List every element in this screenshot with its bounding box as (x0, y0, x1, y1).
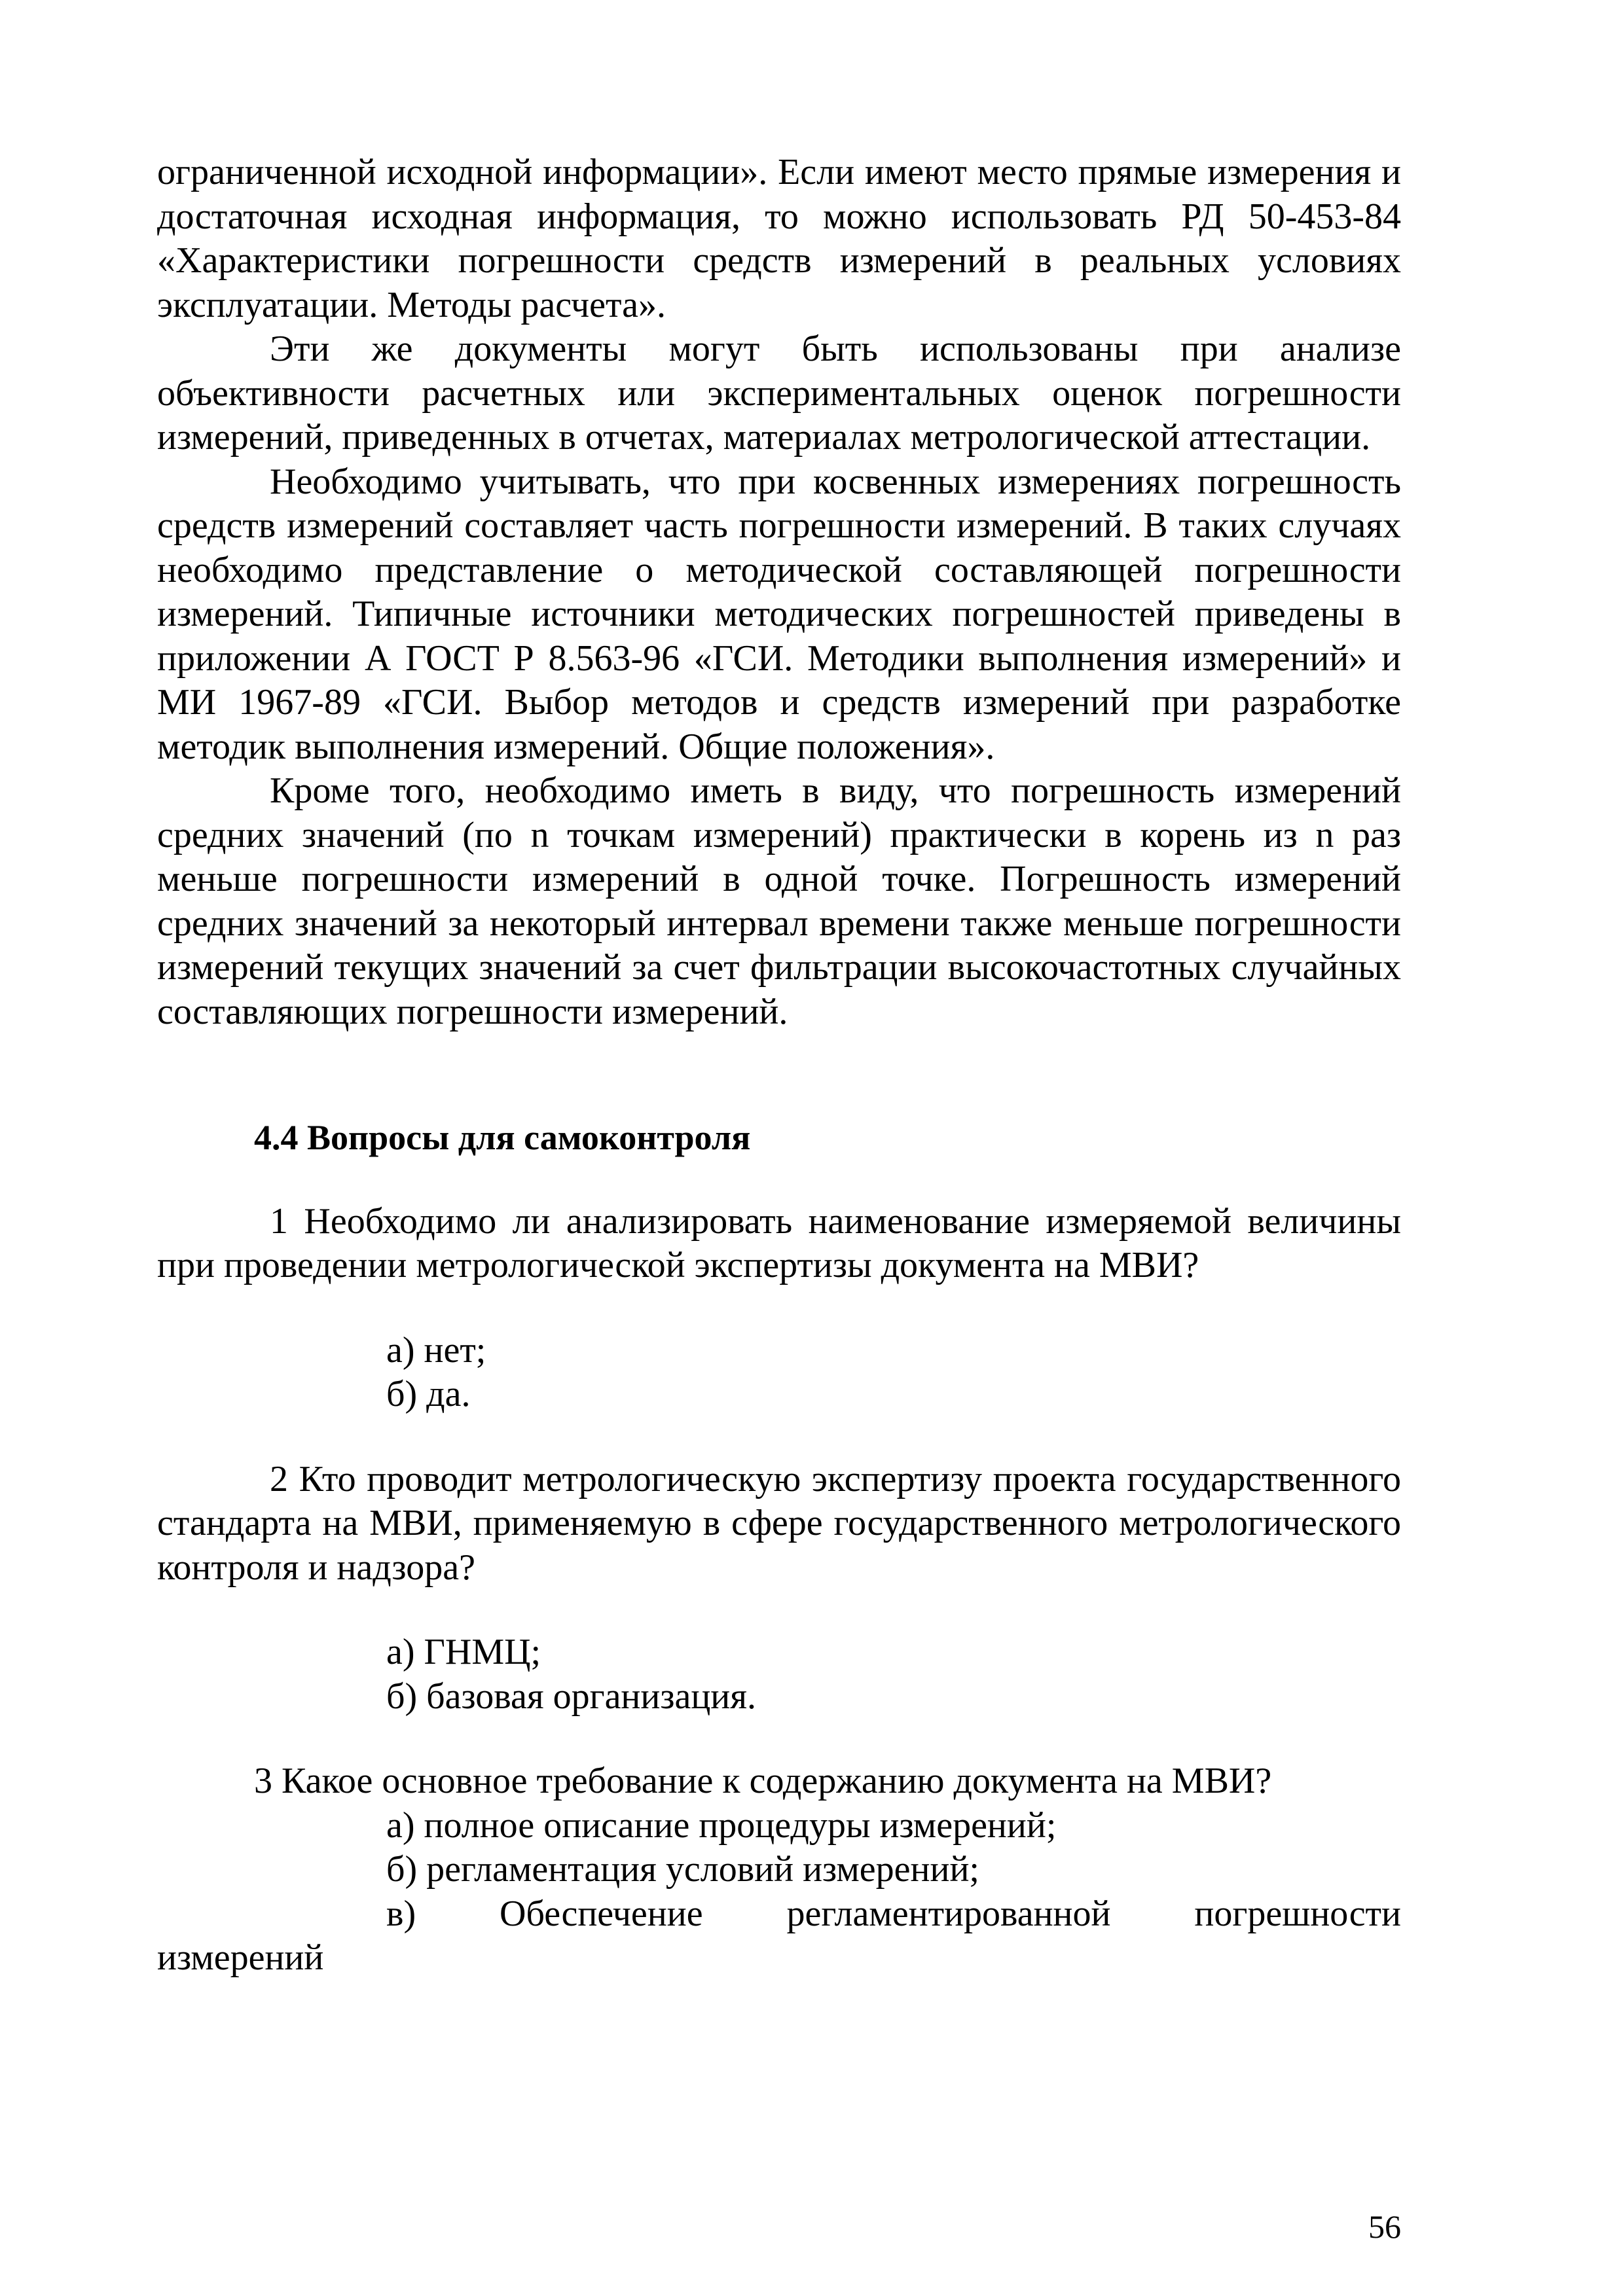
question-2: 2 Кто проводит метрологическую экспертизу проекта государственного стандарта на МВИ, применяемую в сфере государственного метрологического контроля и надзора? (157, 1458, 1401, 1588)
spacer (157, 1417, 1401, 1458)
spacer (157, 1034, 1401, 1116)
question-1: 1 Необходимо ли анализировать наименование измеряемой величины при проведении метрологической экспертизы документа на МВИ? (157, 1200, 1401, 1285)
page-number: 56 (1368, 2208, 1401, 2245)
paragraph-4: Кроме того, необходимо иметь в виду, что погрешность измерений средних значений (по n точкам измерений) практически в корень из n раз меньше погрешности измерений в одной точке. Погрешность измерений средних значений за некоторый интервал времени также меньше погрешности измерений текущих значений за счет фильтрации высокочастотных случайных составляющих погрешности измерений. (157, 770, 1401, 1032)
page-body (157, 151, 1401, 1981)
section-heading: 4.4 Вопросы для самоконтроля (254, 1118, 751, 1157)
spacer (157, 1590, 1401, 1630)
question-2-answers (157, 1630, 1401, 1719)
answer-option-c: в) Обеспечение регламентированной погрешности (386, 1893, 1401, 1934)
answer-option-c-continuation: измерений (157, 1937, 324, 1978)
answer-option: а) ГНМЦ; (386, 1632, 541, 1672)
answer-option: б) да. (386, 1374, 471, 1414)
answer-option: б) регламентация условий измерений; (386, 1849, 979, 1890)
paragraph-2: Эти же документы могут быть использованы при анализе объективности расчетных или экспериментальных оценок погрешности измерений, приведенных в отчетах, материалах метрологической аттестации. (157, 329, 1401, 457)
question-1-answers (157, 1329, 1401, 1417)
paragraph-1: ограниченной исходной информации». Если имеют место прямые измерения и достаточная исходная информация, то можно использовать РД 50-453-84 «Характеристики погрешности средств измерений в реальных условиях эксплуатации. Методы расчета». (157, 152, 1401, 325)
spacer (157, 1288, 1401, 1329)
spacer (157, 1719, 1401, 1759)
question-3-answers (157, 1804, 1401, 1892)
spacer (157, 1160, 1401, 1200)
question-3: 3 Какое основное требование к содержанию документа на МВИ? (254, 1761, 1272, 1801)
answer-option: а) полное описание процедуры измерений; (386, 1804, 1057, 1846)
answer-option: б) базовая организация. (386, 1676, 757, 1717)
answer-option: а) нет; (386, 1329, 486, 1371)
paragraph-3: Необходимо учитывать, что при косвенных измерениях погрешность средств измерений составляет часть погрешности измерений. В таких случаях необходимо представление о методической составляющей погрешности измерений. Типичные источники методических погрешностей приведены в приложении А ГОСТ Р 8.563-96 «ГСИ. Методики выполнения измерений» и МИ 1967-89 «ГСИ. Выбор методов и средств измерений при разработке методик выполнения измерений. Общие положения». (157, 461, 1401, 767)
